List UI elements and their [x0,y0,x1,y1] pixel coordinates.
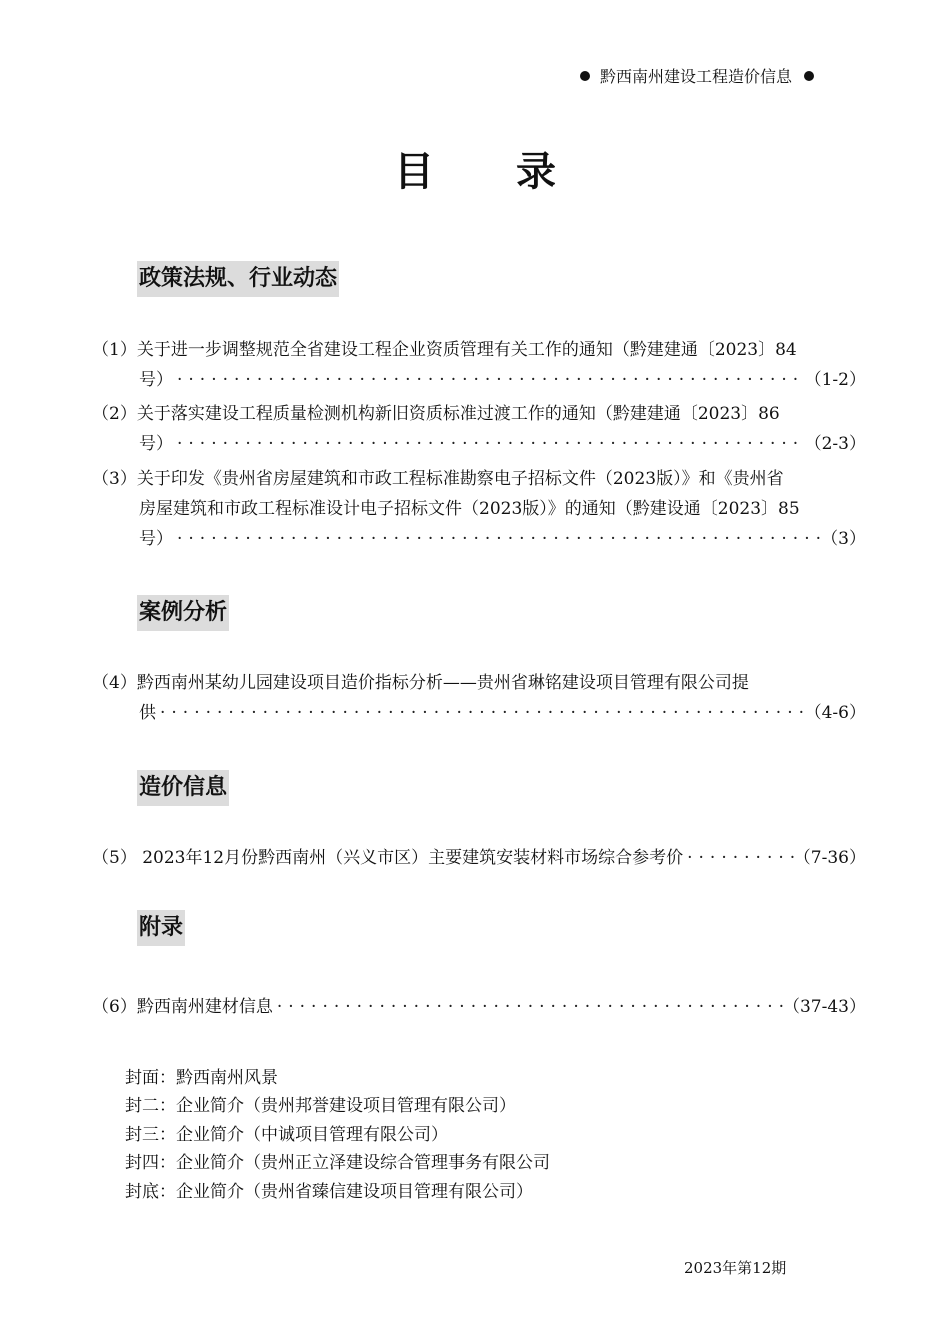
dot-leader [683,843,794,873]
issue-number: 2023年第12期 [684,1259,787,1277]
page-range: （37-43） [782,997,866,1017]
entry-text: （4）黔西南州某幼儿园建设项目造价指标分析——贵州省琳铭建设项目管理有限公司提 [92,673,749,693]
entry-text: （2）关于落实建设工程质量检测机构新旧资质标准过渡工作的通知（黔建建通〔2023〕86 [92,404,780,424]
section-heading-case-analysis: 案例分析 [137,595,229,631]
toc-entry-1[interactable]: （1）关于进一步调整规范全省建设工程企业资质管理有关工作的通知（黔建建通〔2023〕84 号） ····· （1-2） [92,335,866,395]
entry-text: （1）关于进一步调整规范全省建设工程企业资质管理有关工作的通知（黔建建通〔2023〕84 [92,340,797,360]
section-heading-appendix: 附录 [137,910,185,946]
entry-text: （5） 2023年12月份黔西南州（兴义市区）主要建筑安装材料市场综合参考价 [92,848,684,868]
page-range: （1-2） [804,370,866,390]
page-range: （4-6） [804,703,866,723]
cover-notes [125,1064,550,1206]
entry-text: （6）黔西南州建材信息 [92,997,273,1017]
section-heading-policy: 政策法规、行业动态 [137,261,339,297]
toc-entry-6[interactable] [92,992,866,1022]
cover-note-fourth: 封四：企业简介（贵州正立泽建设综合管理事务有限公司 [125,1153,550,1174]
section-heading-cost-info: 造价信息 [137,770,229,806]
cover-note-front: 封面：黔西南州风景 [125,1068,278,1088]
dot-leader [273,992,783,1022]
page-range: （7-36） [793,848,866,868]
journal-name: 黔西南州建设工程造价信息 [600,67,793,86]
toc-entry-5[interactable] [92,843,866,873]
toc-entry-3[interactable]: （3）关于印发《贵州省房屋建筑和市政工程标准勘察电子招标文件（2023版）》和《贵州省 房屋建筑和市政工程标准设计电子招标文件（2023版）》的通知（黔建设通〔2023〕85 号） ····· （3） [92,464,866,554]
toc-entry-2[interactable]: （2）关于落实建设工程质量检测机构新旧资质标准过渡工作的通知（黔建建通〔2023〕86 号） ····· （2-3） [92,399,866,459]
entry-text-cont: 房屋建筑和市政工程标准设计电子招标文件（2023版）》的通知（黔建设通〔2023〕85 [139,499,800,519]
cover-note-inside-front: 封二：企业简介（贵州邦誉建设项目管理有限公司） [125,1096,516,1117]
dot-leader [173,365,805,395]
dot-leader [156,698,805,728]
page-range: （2-3） [804,434,866,454]
dot-leader [173,524,821,554]
toc-entry-4[interactable]: （4）黔西南州某幼儿园建设项目造价指标分析——贵州省琳铭建设项目管理有限公司提 供 ····· （4-6） [92,668,866,728]
page-range: （3） [821,529,866,549]
cover-note-inside-back: 封三：企业简介（中诚项目管理有限公司） [125,1124,448,1145]
journal-header [580,64,830,87]
bullet-dot-icon [804,71,814,81]
page-title: 目 录 [394,149,590,195]
cover-note-back: 封底：企业简介（贵州省臻信建设项目管理有限公司） [125,1181,533,1202]
bullet-dot-icon [580,71,590,81]
dot-leader [173,429,805,459]
entry-text: （3）关于印发《贵州省房屋建筑和市政工程标准勘察电子招标文件（2023版）》和《贵州省 [92,469,784,489]
